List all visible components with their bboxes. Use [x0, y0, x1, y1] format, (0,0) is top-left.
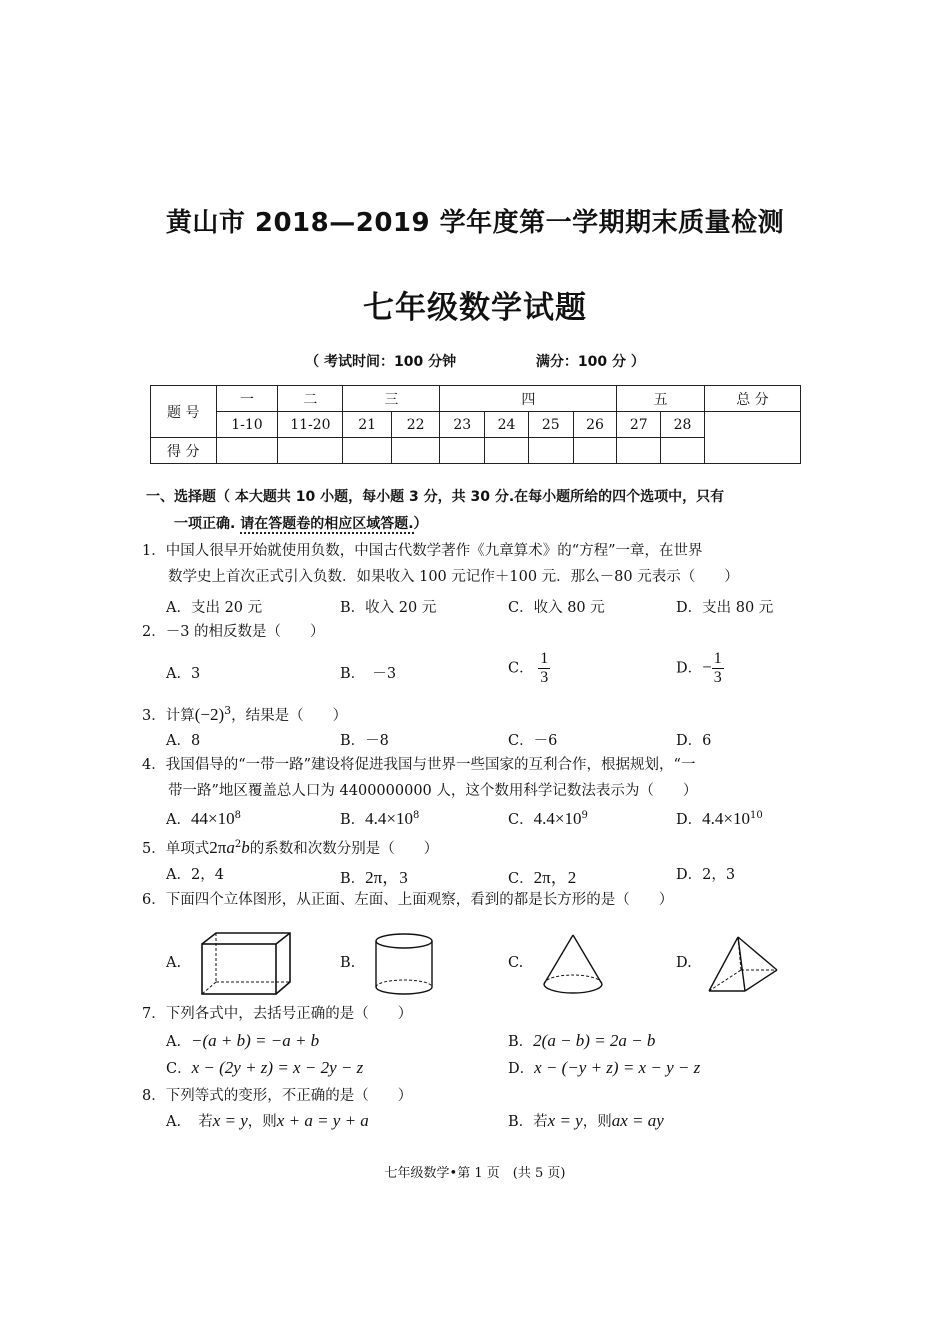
score-cell — [528, 438, 573, 464]
score-table-total: 总 分 — [704, 386, 800, 412]
score-table-total-cell — [704, 412, 800, 464]
q5-option-c: C．2π，2 — [508, 868, 577, 887]
score-table-score-label: 得 分 — [151, 438, 217, 464]
exam-full-score: 满分：100 分 ） — [535, 354, 645, 370]
q8-option-b: B．若x = y，则ax = ay — [508, 1111, 664, 1130]
score-table-range: 22 — [391, 412, 440, 438]
pyramid-figure — [705, 934, 781, 996]
score-table-section: 二 — [278, 386, 343, 412]
q4-option-c: C．$4.4\times 10^9$ — [508, 809, 588, 828]
question-1: 1．中国人很早开始就使用负数，中国古代数学著作《九章算术》的“方程”一章，在世界 — [142, 543, 703, 559]
score-table-range: 25 — [528, 412, 573, 438]
section-1-note: 一项正确. 请在答题卷的相应区域答题.） — [174, 516, 428, 532]
cylinder-figure — [373, 932, 435, 998]
q6-option-b: B. — [340, 955, 356, 971]
question-7: 7．下列各式中，去括号正确的是（ ） — [142, 1006, 413, 1022]
question-4: 4．我国倡导的“一带一路”建设将促进我国与世界一些国家的互利合作，根据规划，“一 — [142, 757, 696, 773]
score-table-range: 23 — [440, 412, 485, 438]
exam-title: 黄山市 2018—2019 学年度第一学期期末质量检测 — [165, 208, 785, 238]
q3-option-d: D．6 — [676, 733, 712, 749]
q5-option-b: B．2π，3 — [340, 868, 408, 887]
exam-time: （ 考试时间：100 分钟 — [305, 354, 457, 370]
score-table-header: 题 号 — [151, 386, 217, 438]
question-5: 5．单项式$2\pi a^2b$的系数和次数分别是（ ） — [142, 837, 439, 857]
q6-option-c: C. — [508, 955, 524, 971]
score-table-range: 11-20 — [278, 412, 343, 438]
score-table-range: 1-10 — [216, 412, 278, 438]
score-cell — [278, 438, 343, 464]
cone-figure — [540, 932, 606, 998]
question-8: 8．下列等式的变形，不正确的是（ ） — [142, 1088, 413, 1104]
q4-option-a: A．$44\times 10^8$ — [166, 809, 241, 828]
score-table-section: 四 — [440, 386, 617, 412]
score-cell — [216, 438, 278, 464]
score-table-range: 27 — [617, 412, 661, 438]
q5-option-a: A．2，4 — [166, 867, 224, 883]
q5-option-d: D．2，3 — [676, 867, 736, 883]
section-1-emphasis: 请在答题卷的相应区域答题. — [240, 516, 414, 532]
score-cell — [440, 438, 485, 464]
question-3: 3．计算$(-2)^3$，结果是（ ） — [142, 704, 348, 724]
q7-option-b: B．2(a − b) = 2a − b — [508, 1031, 656, 1050]
score-table-range: 26 — [573, 412, 617, 438]
q3-option-b: B．－8 — [340, 733, 389, 749]
q7-option-c: C．x − (2y + z) = x − 2y − z — [166, 1058, 364, 1077]
q1-option-d: D．支出 80 元 — [676, 600, 774, 616]
q2-option-d: D．− $\frac{1}{3}$ — [676, 650, 722, 686]
score-table-section: 一 — [216, 386, 278, 412]
fraction: $\frac{1}{3}$ — [540, 650, 549, 686]
score-table-range: 28 — [661, 412, 705, 438]
exam-info — [0, 351, 950, 371]
score-cell — [661, 438, 705, 464]
score-table-range: 24 — [485, 412, 529, 438]
question-1-line2: 数学史上首次正式引入负数．如果收入 100 元记作＋100 元．那么－80 元表示（ ） — [168, 569, 739, 585]
score-table-range: 21 — [343, 412, 392, 438]
q1-option-b: B．收入 20 元 — [340, 600, 437, 616]
score-table-section: 五 — [617, 386, 705, 412]
score-table-section: 三 — [343, 386, 440, 412]
q4-option-b: B．$4.4\times 10^8$ — [340, 809, 420, 828]
q7-option-d: D．x − (−y + z) = x − y − z — [508, 1058, 701, 1077]
question-2: 2．－3 的相反数是（ ） — [142, 624, 325, 640]
q4-option-d: D．$4.4\times 10^{10}$ — [676, 809, 763, 828]
q8-option-a: A． 若x = y，则x + a = y + a — [166, 1111, 369, 1130]
fraction: $\frac{1}{3}$ — [713, 650, 722, 686]
score-cell — [573, 438, 617, 464]
question-4-line2: 带一路”地区覆盖总人口为 4400000000 人，这个数用科学记数法表示为（ ） — [168, 783, 698, 799]
score-cell — [617, 438, 661, 464]
q1-option-c: C．收入 80 元 — [508, 600, 605, 616]
q3-option-c: C．－6 — [508, 733, 558, 749]
cuboid-figure — [198, 930, 294, 998]
q1-option-a: A．支出 20 元 — [166, 600, 263, 616]
section-1-heading: 一、选择题（ 本大题共 10 小题，每小题 3 分，共 30 分.在每小题所给的四个选项中，只有 — [146, 489, 725, 505]
q2-option-c: C． $\frac{1}{3}$ — [508, 650, 549, 686]
question-6: 6．下面四个立体图形，从正面、左面、上面观察，看到的都是长方形的是（ ） — [142, 892, 674, 908]
q7-option-a: A．−(a + b) = −a + b — [166, 1031, 320, 1050]
page-footer: 七年级数学•第 1 页 (共 5 页) — [384, 1166, 566, 1181]
q6-option-a: A. — [166, 955, 182, 971]
q2-option-b: B． －3 — [340, 666, 397, 682]
score-cell — [343, 438, 392, 464]
score-cell — [485, 438, 529, 464]
exam-subtitle: 七年级数学试题 — [363, 290, 587, 326]
q6-option-d: D. — [676, 955, 692, 971]
score-table — [150, 385, 801, 464]
q2-option-a: A．3 — [166, 666, 201, 682]
score-cell — [391, 438, 440, 464]
q3-option-a: A．8 — [166, 733, 201, 749]
